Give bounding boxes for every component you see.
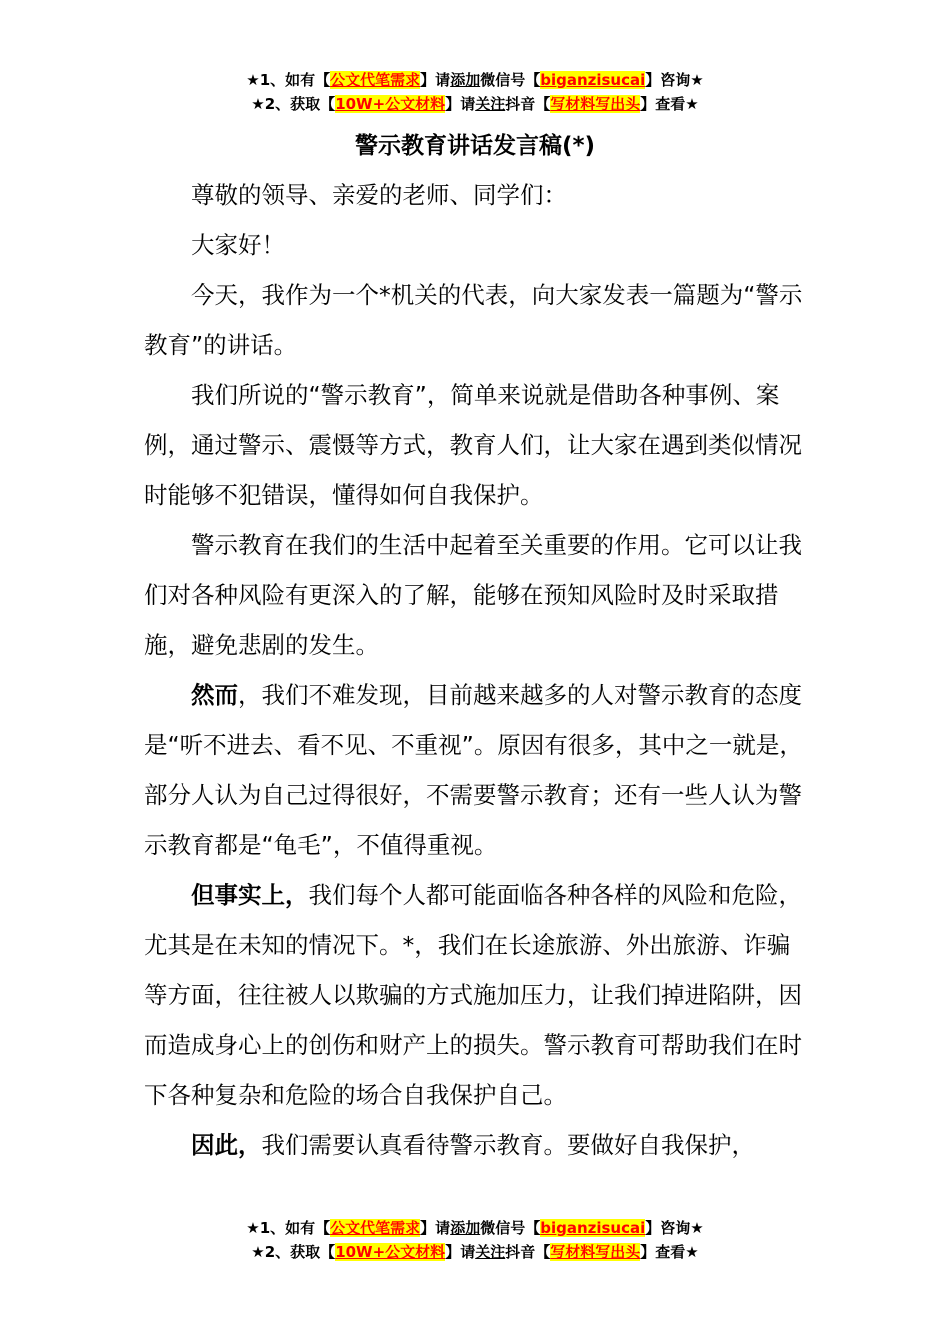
banner-text: 】查看★ [640,1243,699,1261]
banner-text: 】咨询★ [645,71,704,89]
banner-highlight: 公文代笔需求 [330,1219,421,1237]
banner-highlight: biganzisucai [540,1219,646,1237]
banner-text: 抖音【 [505,1243,551,1261]
banner-text: 】查看★ [640,95,699,113]
banner-underlined: 关注 [475,1243,506,1261]
banner-underlined: 添加 [450,1219,481,1237]
banner-line-1 [0,68,950,92]
banner-text: 】请 [445,95,476,113]
banner-text: ★1、如有【 [246,71,331,89]
banner-highlight: 写材料写出头 [550,95,641,113]
paragraph-text: 我们需要认真看待警示教育。要做好自我保护， [261,1131,755,1159]
paragraph-therefore [144,1120,810,1170]
banner-text: 抖音【 [505,95,551,113]
banner-text: 微信号【 [480,1219,541,1237]
banner-highlight: 10W+公文材料 [335,1243,446,1261]
banner-text: 微信号【 [480,71,541,89]
paragraph-lead-bold: 但事实上， [191,881,309,909]
banner-text: 】咨询★ [645,1219,704,1237]
banner-text: ★1、如有【 [246,1219,331,1237]
banner-highlight: 10W+公文材料 [335,95,446,113]
paragraph-text: ，我们不难发现，目前越来越多的人对警示教育的态度是“听不进去、看不见、不重视”。原因有很多，其中之一就是，部分人认为自己过得很好，不需要警示教育；还有一些人认为警示教育都是“龟毛”，不值得重视。 [144,681,803,859]
banner-text: ★2、获取【 [251,1243,336,1261]
banner-text: 】请 [420,71,451,89]
paragraph-lead-bold: 因此， [191,1131,262,1159]
paragraph-lead-bold: 然而 [191,681,238,709]
banner-highlight: biganzisucai [540,71,646,89]
paragraph-salutation: 尊敬的领导、亲爱的老师、同学们： [191,181,567,209]
banner-highlight: 公文代笔需求 [330,71,421,89]
banner-line-2 [0,1240,950,1264]
banner-underlined: 关注 [475,95,506,113]
banner-text: 】请 [420,1219,451,1237]
paragraph-intro: 今天，我作为一个*机关的代表，向大家发表一篇题为“警示教育”的讲话。 [144,281,803,359]
document-body [144,170,810,1170]
banner-line-1 [0,1216,950,1240]
paragraph-importance: 警示教育在我们的生活中起着至关重要的作用。它可以让我们对各种风险有更深入的了解，能够在预知风险时及时采取措施，避免悲剧的发生。 [144,531,802,659]
paragraph-greeting: 大家好！ [191,231,285,259]
paragraph-text: 我们每个人都可能面临各种各样的风险和危险，尤其是在未知的情况下。*，我们在长途旅游、外出旅游、诈骗等方面，往往被人以欺骗的方式施加压力，让我们掉进陷阱，因而造成身心上的创伤和财产上的损失。警示教育可帮助我们在时下各种复杂和危险的场合自我保护自己。 [144,881,802,1109]
footer-banner [0,1216,950,1264]
banner-highlight: 写材料写出头 [550,1243,641,1261]
banner-line-2 [0,92,950,116]
banner-text: 】请 [445,1243,476,1261]
paragraph-definition: 我们所说的“警示教育”，简单来说就是借助各种事例、案例，通过警示、震慑等方式，教育人们，让大家在遇到类似情况时能够不犯错误，懂得如何自我保护。 [144,381,802,509]
paragraph-in-fact [144,870,810,1120]
banner-text: ★2、获取【 [251,95,336,113]
paragraph-however [144,670,810,870]
document-title: 警示教育讲话发言稿(*) [354,133,596,159]
header-banner [0,68,950,116]
banner-underlined: 添加 [450,71,481,89]
